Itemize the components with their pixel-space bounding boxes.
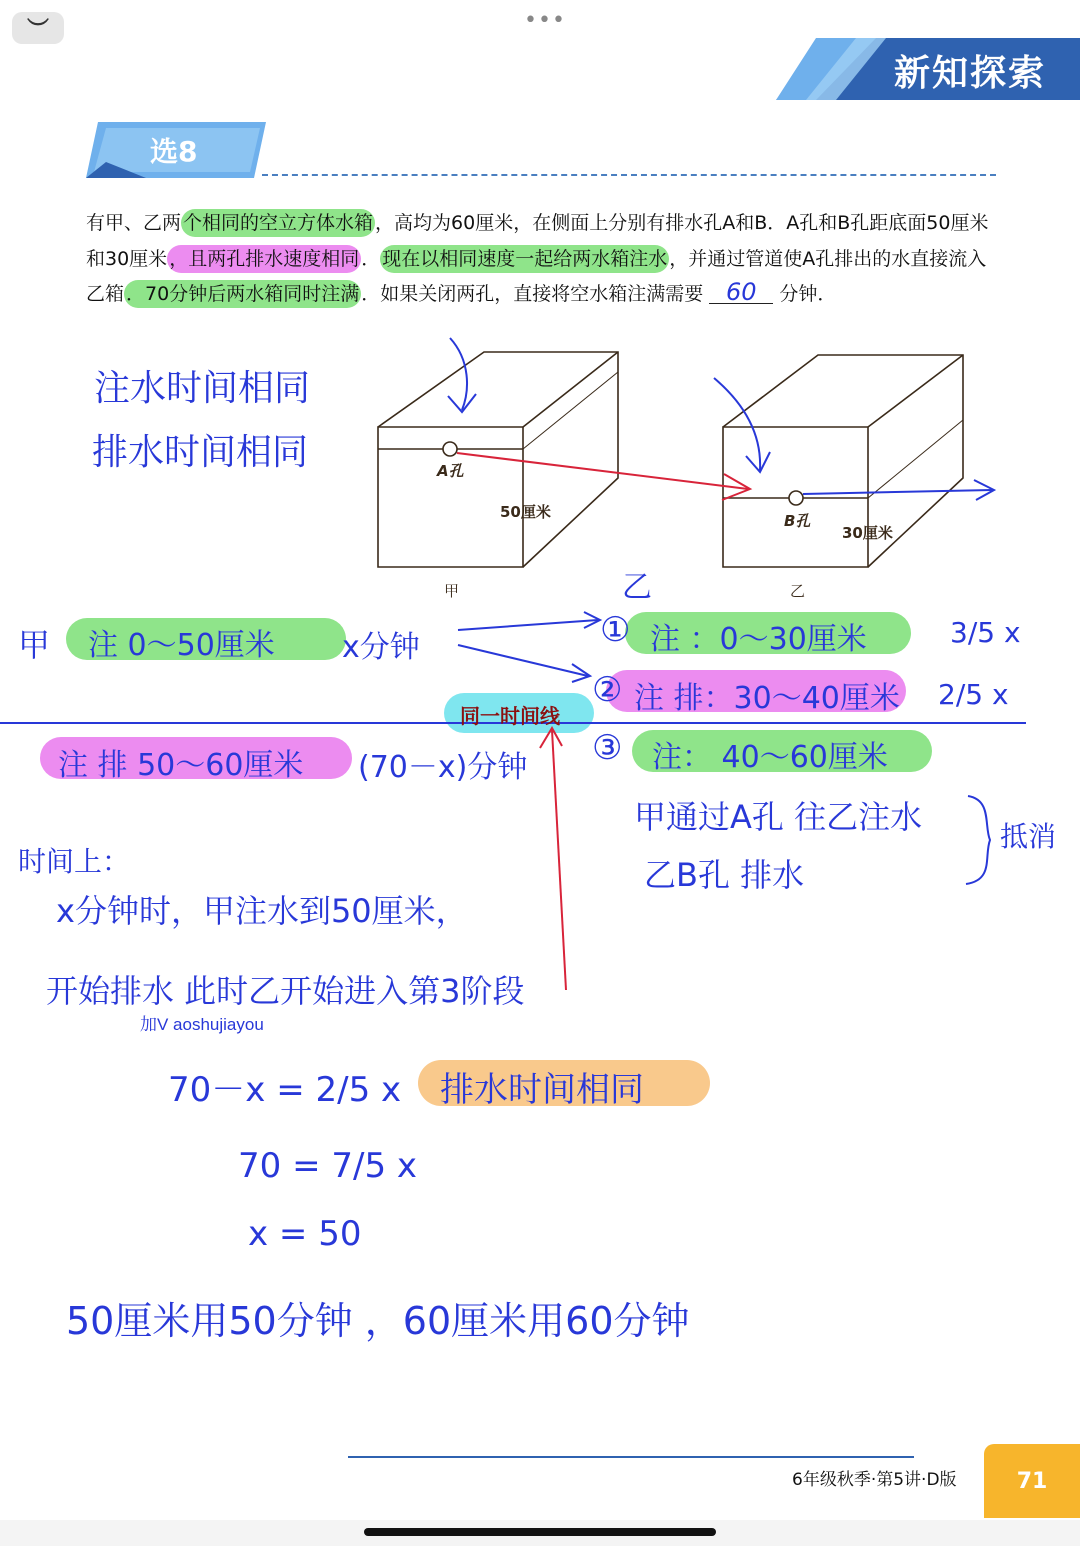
note-jia-time: x分钟	[342, 630, 420, 665]
note-time-1: x分钟时，甲注水到50厘米，	[56, 892, 468, 930]
tank-jia-label: 甲	[444, 582, 460, 600]
conclusion: 50厘米用50分钟 ，60厘米用60分钟	[66, 1299, 690, 1343]
watermark-text: 加V aoshujiayou	[140, 1015, 264, 1034]
note-time-heading: 时间上：	[18, 845, 131, 878]
note-jia-drain: 注 排 50～60厘米	[58, 748, 304, 783]
equation-3: x = 50	[248, 1214, 362, 1254]
highlight-pink: ，且两孔排水速度相同	[167, 245, 361, 273]
note-stage2: 注 排：30～40厘米	[634, 681, 900, 716]
note-stage1: 注 ：0～30厘米	[650, 622, 867, 657]
text-segment: 分钟．	[779, 283, 837, 305]
text-segment: 有甲、乙两	[86, 212, 182, 234]
note-offset-1: 甲通过A孔 往乙注水	[634, 798, 923, 836]
chevron-down-icon: ︶	[26, 17, 49, 43]
text-segment: ．如果关闭两孔，直接将空水箱注满需要	[361, 283, 704, 305]
footer-series: 6年级秋季·第5讲·D版	[792, 1470, 957, 1490]
note-drain-same: 排水时间相同	[92, 432, 309, 473]
note-fill-same: 注水时间相同	[94, 368, 311, 409]
arrow-to-stages	[458, 612, 600, 682]
tank-yi-label: 乙	[790, 582, 806, 600]
note-stage1-num: ①	[600, 610, 631, 650]
more-options-icon[interactable]: •••	[524, 8, 566, 33]
arrow-transfer	[457, 453, 750, 500]
highlight-green: ．70分钟后两水箱同时注满	[124, 280, 361, 308]
equation-1-note: 排水时间相同	[440, 1070, 644, 1110]
equation-1: 70－x = 2/5 x	[168, 1070, 402, 1110]
brace	[966, 796, 990, 884]
footer-divider	[348, 1456, 914, 1458]
note-offset-label: 抵消	[1000, 820, 1057, 853]
note-offset-2: 乙B孔 排水	[644, 856, 805, 894]
banner-title: 新知探索	[894, 53, 1047, 94]
highlight-green: 现在以相同速度一起给两水箱注水	[380, 245, 669, 273]
note-stage3: 注： 40～60厘米	[652, 740, 888, 775]
note-stage2-num: ②	[592, 670, 623, 710]
note-timeline: 同一时间线	[460, 704, 560, 728]
note-stage1-frac: 3/5 x	[950, 616, 1021, 649]
note-jia-drain-time: (70－x)分钟	[358, 750, 528, 785]
note-yi: 乙	[622, 570, 652, 605]
note-jia-stage: 注 0～50厘米	[88, 628, 275, 663]
note-jia-row-label: 甲	[18, 626, 51, 664]
hole-a-label: A孔	[437, 462, 464, 480]
height-b-label: 30厘米	[842, 524, 893, 542]
note-stage2-frac: 2/5 x	[938, 678, 1009, 711]
text-segment: ，并通过管道使A孔排出的水直接流入乙箱	[86, 247, 987, 305]
note-time-2: 开始排水 此时乙开始进入第3阶段	[46, 972, 525, 1010]
equation-2: 70 = 7/5 x	[238, 1146, 418, 1186]
text-segment: ，高均为60厘米，在侧面上分别有排水孔A和B．A孔和B孔距底面50厘米和30厘米	[86, 212, 989, 270]
arrow-stage3-start	[540, 728, 566, 990]
height-a-label: 50厘米	[500, 503, 551, 521]
home-indicator[interactable]	[364, 1528, 716, 1536]
note-stage3-num: ③	[592, 728, 623, 768]
highlight-green: 个相同的空立方体水箱	[181, 209, 375, 237]
problem-number: 选8	[150, 135, 198, 168]
page-number: 71	[984, 1444, 1080, 1518]
text-segment: ．	[361, 247, 381, 270]
hole-b-label: B孔	[784, 512, 811, 530]
tank-jia	[378, 352, 618, 567]
answer-blank: 60	[709, 281, 773, 304]
arrow-drain-b	[803, 480, 994, 500]
